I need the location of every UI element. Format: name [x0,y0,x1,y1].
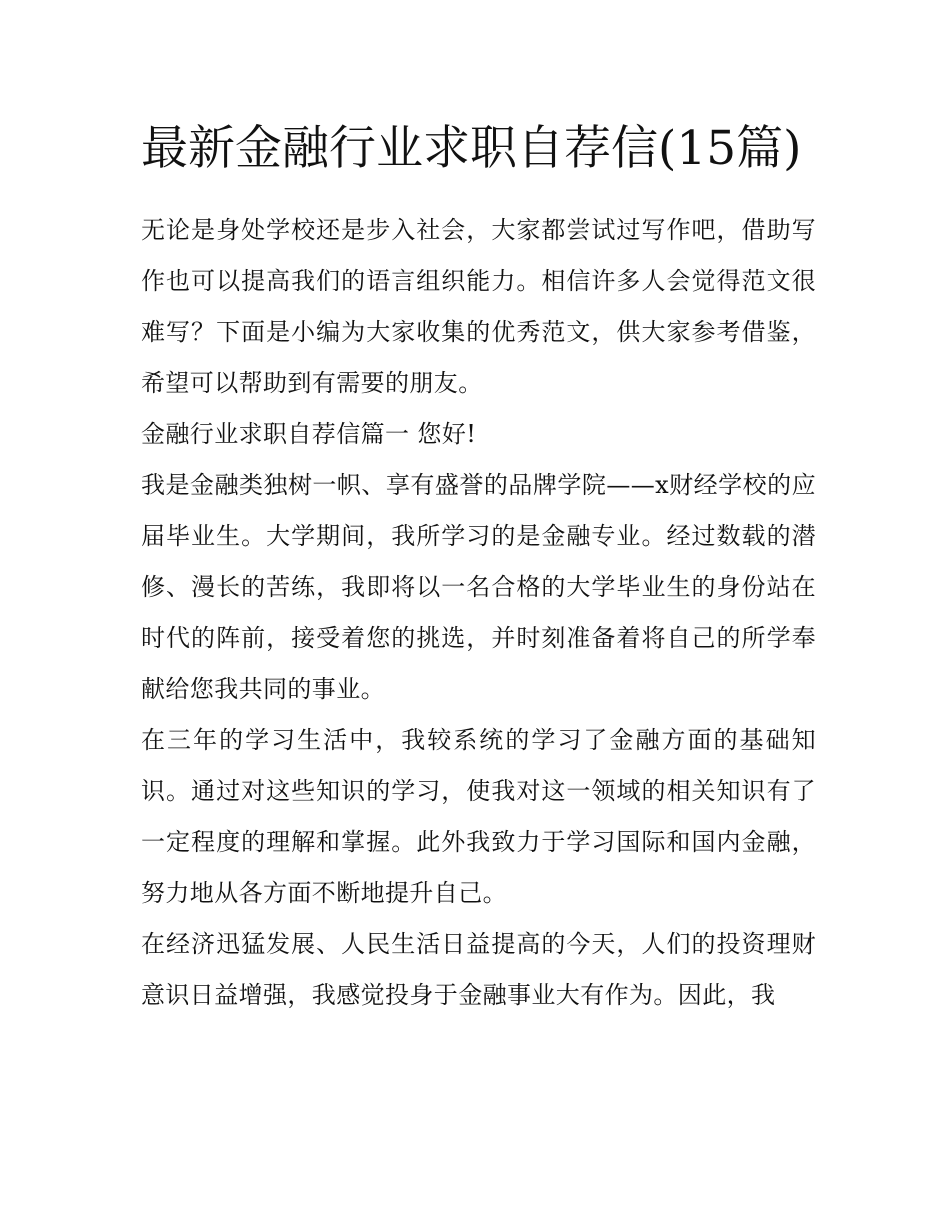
document-title: 最新金融行业求职自荐信(15篇) [141,121,802,176]
body-paragraph: 在三年的学习生活中，我较系统的学习了金融方面的基础知识。通过对这些知识的学习，使我对这一领域的相关知识有了一定程度的理解和掌握。此外我致力于学习国际和国内金融，努力地从各方面不断地提升自己。 [141,726,816,907]
intro-paragraph: 无论是身处学校还是步入社会，大家都尝试过写作吧，借助写作也可以提高我们的语言组织能力。相信许多人会觉得范文很难写？下面是小编为大家收集的优秀范文，供大家参考借鉴，希望可以帮助到有需要的朋友。 [141,216,816,397]
body-paragraph: 我是金融类独树一帜、享有盛誉的品牌学院——x财经学校的应届毕业生。大学期间，我所学习的是金融专业。经过数载的潜修、漫长的苦练，我即将以一名合格的大学毕业生的身份站在时代的阵前，接受着您的挑选，并时刻准备着将自己的所学奉献给您我共同的事业。 [141,471,816,703]
letter-heading-paragraph: 金融行业求职自荐信篇一 您好! [141,420,477,448]
body-paragraph: 在经济迅猛发展、人民生活日益提高的今天，人们的投资理财意识日益增强，我感觉投身于金融事业大有作为。因此，我 [141,930,816,1009]
document-body [141,110,816,1021]
